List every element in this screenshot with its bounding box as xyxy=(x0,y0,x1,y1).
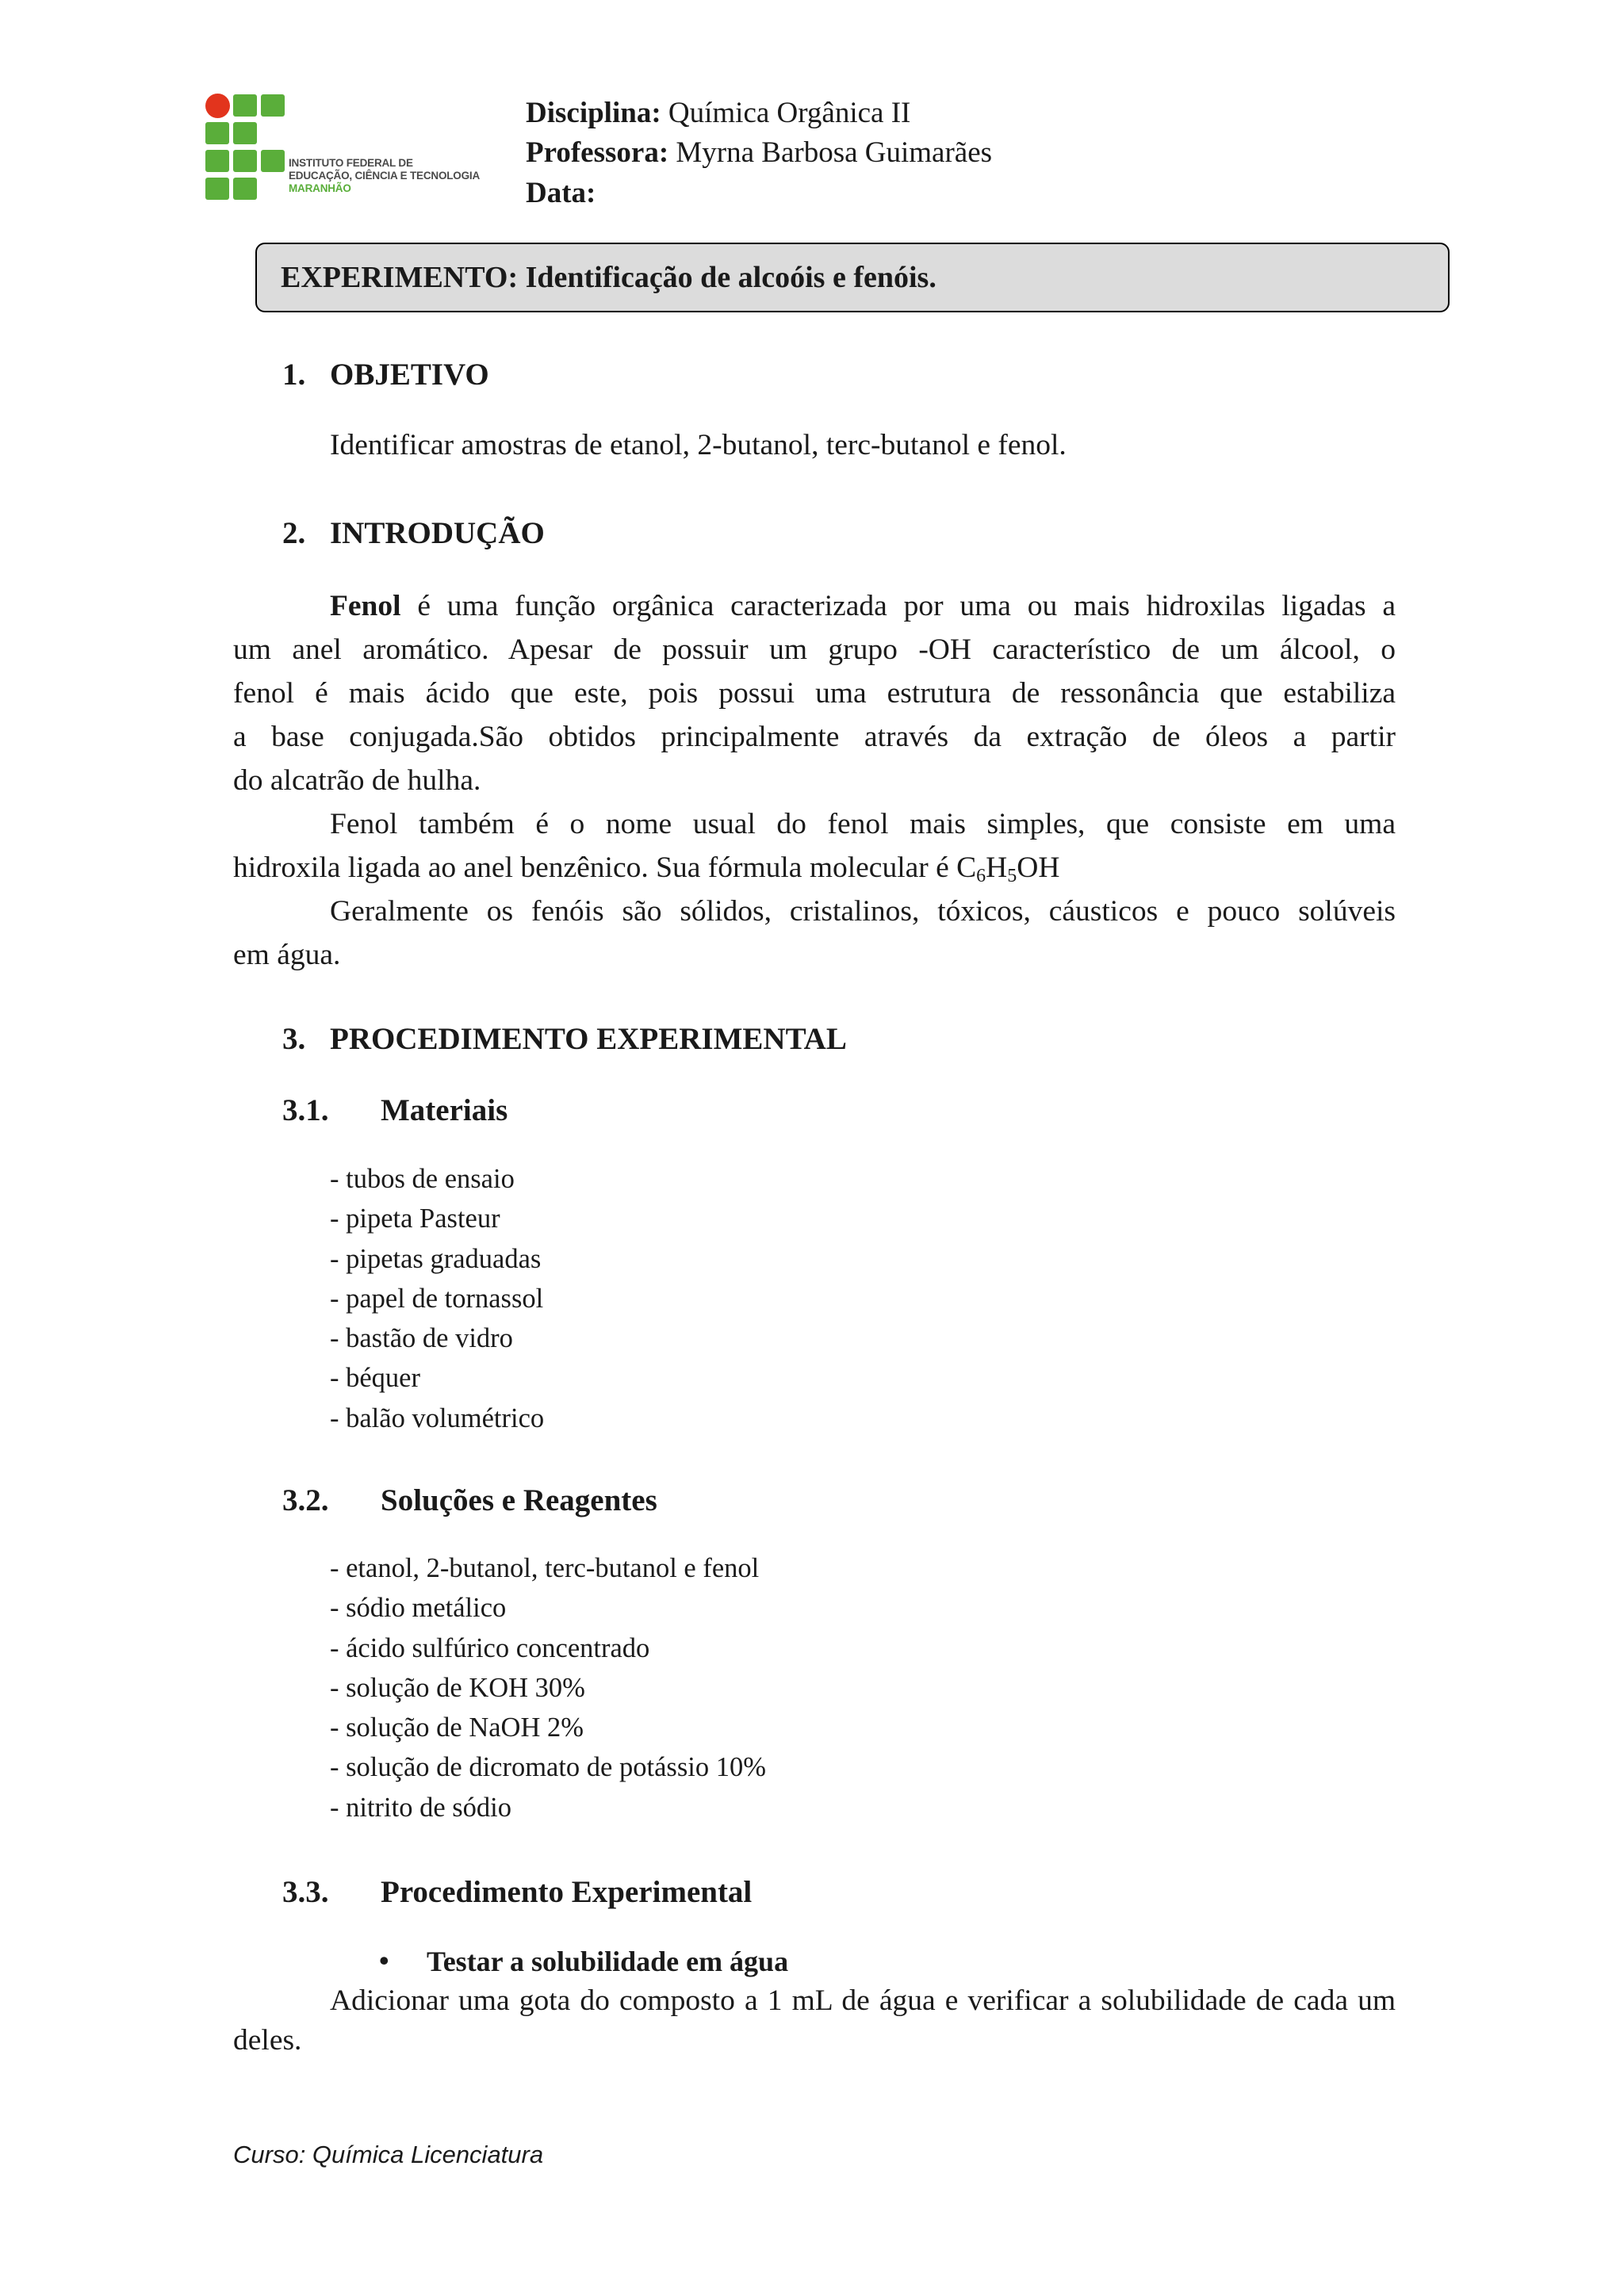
subsection-number-3-3: 3.3. xyxy=(282,1875,329,1909)
subsection-heading-materiais: Materiais xyxy=(381,1093,508,1127)
section-heading-procedimento: PROCEDIMENTO EXPERIMENTAL xyxy=(330,1022,847,1056)
section-number-1: 1. xyxy=(282,358,306,392)
footer-course: Curso: Química Licenciatura xyxy=(233,2141,544,2168)
subsection-number-3-2: 3.2. xyxy=(282,1483,329,1517)
list-item: - solução de NaOH 2% xyxy=(330,1712,584,1743)
list-item: - papel de tornassol xyxy=(330,1283,544,1314)
logo-square xyxy=(233,178,257,200)
subsection-heading-reagentes: Soluções e Reagentes xyxy=(381,1483,657,1517)
institution-logo xyxy=(203,94,488,197)
intro-p1-line1: Fenol é uma função orgânica caracterizada por uma ou mais hidroxilas ligadas a xyxy=(330,590,1396,622)
logo-square xyxy=(233,122,257,144)
list-item: - ácido sulfúrico concentrado xyxy=(330,1632,650,1663)
objetivo-text: Identificar amostras de etanol, 2-butanol, terc-butanol e fenol. xyxy=(330,429,1067,461)
materiais-list xyxy=(330,1159,544,1438)
intro-p2-line1: Fenol também é o nome usual do fenol mais simples, que consiste em uma xyxy=(330,808,1396,840)
experiment-title: EXPERIMENTO: Identificação de alcoóis e fenóis. xyxy=(281,261,936,294)
section-heading-objetivo: OBJETIVO xyxy=(330,358,489,392)
logo-red-circle xyxy=(205,94,230,118)
logo-square xyxy=(205,150,229,172)
list-item: - solução de KOH 30% xyxy=(330,1672,585,1703)
logo-square xyxy=(233,94,257,117)
logo-square xyxy=(205,178,229,200)
logo-text: INSTITUTO FEDERAL DE EDUCAÇÃO, CIÊNCIA E TECNOLOGIA MARANHÃO xyxy=(289,157,481,194)
list-item: - balão volumétrico xyxy=(330,1402,545,1433)
intro-p2-line2: hidroxila ligada ao anel benzênico. Sua fórmula molecular é $C_6H_5OH$ xyxy=(233,851,1060,886)
procedimento-text-line1: Adicionar uma gota do composto a 1 mL de água e verificar a solubilidade de cada um xyxy=(330,1984,1396,2017)
intro-p1-line3: fenol é mais ácido que este, pois possui uma estrutura de ressonância que estabiliza xyxy=(233,677,1396,710)
logo-square xyxy=(261,150,285,172)
logo-square xyxy=(261,94,285,117)
subsection-heading-procedimento-exp: Procedimento Experimental xyxy=(381,1875,753,1909)
reagentes-list xyxy=(330,1548,766,1827)
intro-p1-line5: do alcatrão de hulha. xyxy=(233,764,481,797)
list-item: - solução de dicromato de potássio 10% xyxy=(330,1752,766,1783)
procedimento-text-line2: deles. xyxy=(233,2024,302,2057)
header-disciplina: Disciplina: Química Orgânica II xyxy=(526,97,911,129)
subsection-number-3-1: 3.1. xyxy=(282,1093,329,1127)
section-number-2: 2. xyxy=(282,516,306,550)
list-item: - pipetas graduadas xyxy=(330,1243,542,1274)
list-item: - etanol, 2-butanol, terc-butanol e fenol xyxy=(330,1553,760,1583)
header-data: Data: xyxy=(526,177,596,209)
logo-square xyxy=(233,150,257,172)
list-item: - sódio metálico xyxy=(330,1593,507,1624)
experiment-title-box xyxy=(255,243,1450,312)
list-item: - bastão de vidro xyxy=(330,1323,513,1354)
logo-square xyxy=(205,122,229,144)
intro-p1-line2: um anel aromático. Apesar de possuir um grupo -OH característico de um álcool, o xyxy=(233,633,1396,666)
header-professora: Professora: Myrna Barbosa Guimarães xyxy=(526,136,993,169)
intro-p3-line2: em água. xyxy=(233,939,341,971)
bullet-solubilidade: Testar a solubilidade em água xyxy=(427,1946,789,1977)
list-item: - nitrito de sódio xyxy=(330,1792,512,1823)
bullet-icon: • xyxy=(379,1945,389,1976)
list-item: - pipeta Pasteur xyxy=(330,1203,500,1234)
intro-p3-line1: Geralmente os fenóis são sólidos, cristalinos, tóxicos, cáusticos e pouco solúveis xyxy=(330,895,1396,928)
list-item: - tubos de ensaio xyxy=(330,1164,515,1194)
list-item: - béquer xyxy=(330,1363,420,1394)
section-heading-introducao: INTRODUÇÃO xyxy=(330,516,545,550)
section-number-3: 3. xyxy=(282,1022,306,1056)
intro-p1-line4: a base conjugada.São obtidos principalmente através da extração de óleos a partir xyxy=(233,721,1396,753)
